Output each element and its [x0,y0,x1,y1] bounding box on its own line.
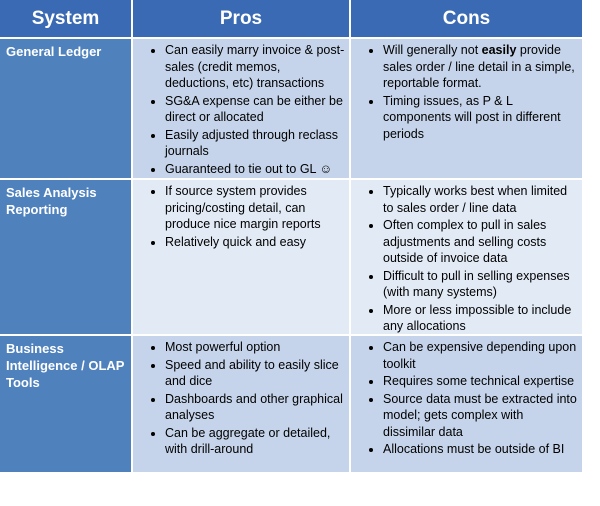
pros-cell-sales-analysis [133,180,349,334]
cons-item: • Typically works best when limited to sales order / line data [383,183,578,216]
pros-item: • Most powerful option [165,339,345,356]
pros-item: • Dashboards and other graphical analyses [165,391,345,424]
cons-item: • Difficult to pull in selling expenses (with many systems) [383,268,578,301]
cons-cell-business-intelligence [351,336,582,472]
pros-cell-business-intelligence [133,336,349,472]
cons-cell-general-ledger [351,39,582,178]
pros-item: • Easily adjusted through reclass journals [165,127,345,160]
pros-item: • Guaranteed to tie out to GL ☺ [165,161,345,178]
cons-item: • Often complex to pull in sales adjustments and selling costs outside of invoice data [383,217,578,267]
pros-item: • Speed and ability to easily slice and dice [165,357,345,390]
pros-item: • Can easily marry invoice & post-sales (credit memos, deductions, etc) transactions [165,42,345,92]
cons-item: • Timing issues, as P & L components will post in different periods [383,93,578,143]
cons-cell-sales-analysis [351,180,582,334]
cons-item: • Allocations must be outside of BI [383,441,578,458]
header-system: System [0,0,131,37]
cons-item: • Source data must be extracted into model; gets complex with dissimilar data [383,391,578,441]
row-label-sales-analysis: Sales Analysis Reporting [0,180,131,334]
pros-item: • Relatively quick and easy [165,234,345,251]
pros-item: • If source system provides pricing/costing detail, can produce nice margin reports [165,183,345,233]
cons-item: • More or less impossible to include any allocations [383,302,578,335]
pros-item: • Can be aggregate or detailed, with drill-around [165,425,345,458]
cons-item: • Requires some technical expertise [383,373,578,390]
header-pros: Pros [133,0,349,37]
emphasis-text: easily [481,43,517,57]
cons-item: • Can be expensive depending upon toolkit [383,339,578,372]
row-label-business-intelligence: Business Intelligence / OLAP Tools [0,336,131,472]
pros-cell-general-ledger [133,39,349,178]
row-label-general-ledger: General Ledger [0,39,131,178]
header-cons: Cons [351,0,582,37]
cons-item: • Will generally not easily provide sales order / line detail in a simple, reportable format. [383,42,578,92]
pros-item: • SG&A expense can be either be direct or allocated [165,93,345,126]
